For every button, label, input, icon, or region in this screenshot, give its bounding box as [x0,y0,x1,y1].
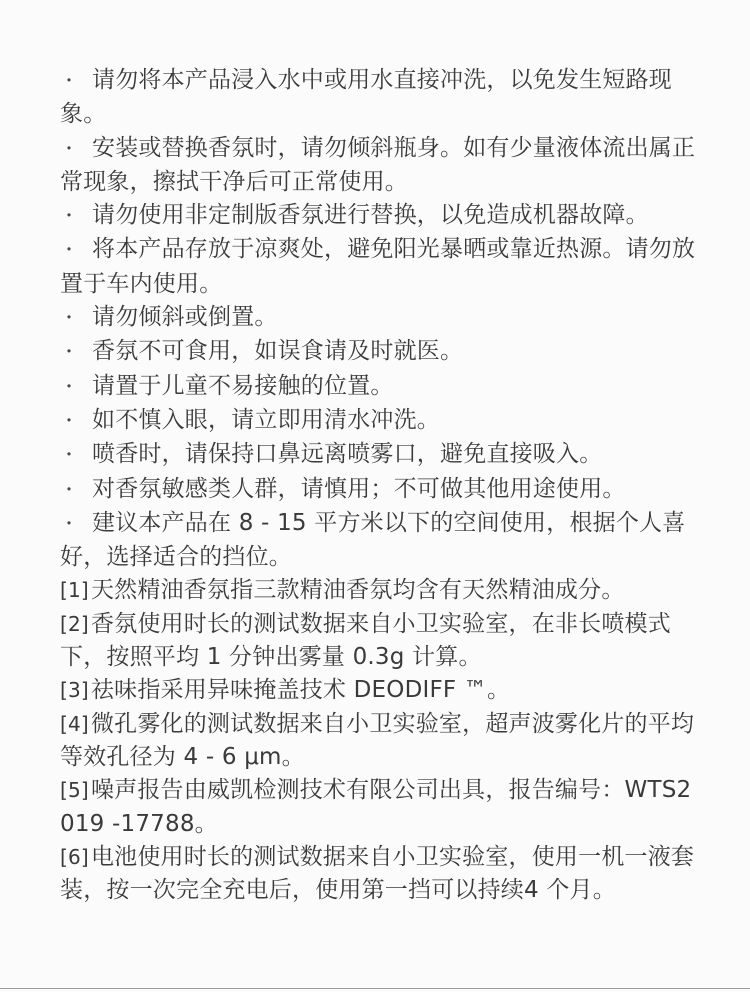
bottom-divider [0,988,750,989]
bullet-text: 安装或替换香氛时，请勿倾斜瓶身。如有少量液体流出属正常现象，擦拭干净后可正常使用。 [60,134,696,195]
footnote [60,574,700,607]
footnote [60,841,700,908]
footnote-text: 天然精油香氛指三款精油香氛均含有天然精油成分。 [90,577,625,604]
bullet-text: 请勿将本产品浸入水中或用水直接冲洗，以免发生短路现象。 [60,67,672,128]
product-notes-list [60,64,700,907]
bullet-marker: ・ [60,206,79,228]
bullet-marker: ・ [60,445,79,467]
footnote-text: 电池使用时长的测试数据来自小卫实验室，使用一机一液套装，按一次完全充电后，使用第一挡可以持续4 个月。 [60,843,695,904]
footnote-marker: [1] [60,578,89,603]
footnote-text: 祛味指采用异味掩盖技术 DEODIFF ™。 [90,677,511,704]
bullet-text: 香氛不可食用，如误食请及时就医。 [92,338,464,365]
bullet-marker: ・ [60,479,79,501]
bullet-note [60,404,700,438]
bullet-marker: ・ [60,376,79,398]
bullet-note [60,199,700,233]
footnote-marker: [4] [60,711,89,736]
bullet-marker: ・ [60,240,79,262]
footnote [60,674,700,707]
footnote-text: 香氛使用时长的测试数据来自小卫实验室，在非长喷模式下，按照平均 1 分钟出雾量 0.3g 计算。 [60,610,671,671]
footnote-marker: [5] [60,778,89,803]
bullet-note [60,233,700,301]
bullet-marker: ・ [60,410,79,432]
bullet-marker: ・ [60,138,79,160]
footnote-marker: [3] [60,678,89,703]
bullet-text: 喷香时，请保持口鼻远离喷雾口，避免直接吸入。 [92,441,603,468]
bullet-marker: ・ [60,71,79,92]
footnote-text: 噪声报告由威凯检测技术有限公司出具，报告编号：WTS2019 -17788。 [60,777,692,837]
bullet-marker: ・ [60,308,79,330]
bullet-marker: ・ [60,513,79,535]
bullet-text: 请置于儿童不易接触的位置。 [92,372,394,399]
bullet-text: 建议本产品在 8 - 15 平方米以下的空间使用，根据个人喜好，选择适合的挡位。 [60,509,686,571]
bullet-note [60,473,700,507]
bullet-note [60,64,700,132]
bullet-marker: ・ [60,342,79,364]
footnote-marker: [6] [60,844,89,869]
bullet-note [60,370,700,404]
bullet-note [60,438,700,472]
footnote [60,774,700,841]
footnote [60,708,700,775]
footnote [60,608,700,675]
footnote-text: 微孔雾化的测试数据来自小卫实验室，超声波雾化片的平均等效孔径为 4 - 6 μm。 [60,710,695,770]
bullet-note [60,507,700,575]
bullet-text: 将本产品存放于凉爽处，避免阳光暴晒或靠近热源。请勿放置于车内使用。 [60,236,696,297]
bullet-text: 请勿倾斜或倒置。 [92,304,278,331]
footnote-marker: [2] [60,611,89,636]
bullet-note [60,132,700,200]
bullet-text: 请勿使用非定制版香氛进行替换，以免造成机器故障。 [92,202,649,229]
bullet-note [60,335,700,369]
bullet-text: 对香氛敏感类人群，请慎用；不可做其他用途使用。 [92,475,626,502]
bullet-text: 如不慎入眼，请立即用清水冲洗。 [92,406,440,433]
bullet-note [60,301,700,335]
